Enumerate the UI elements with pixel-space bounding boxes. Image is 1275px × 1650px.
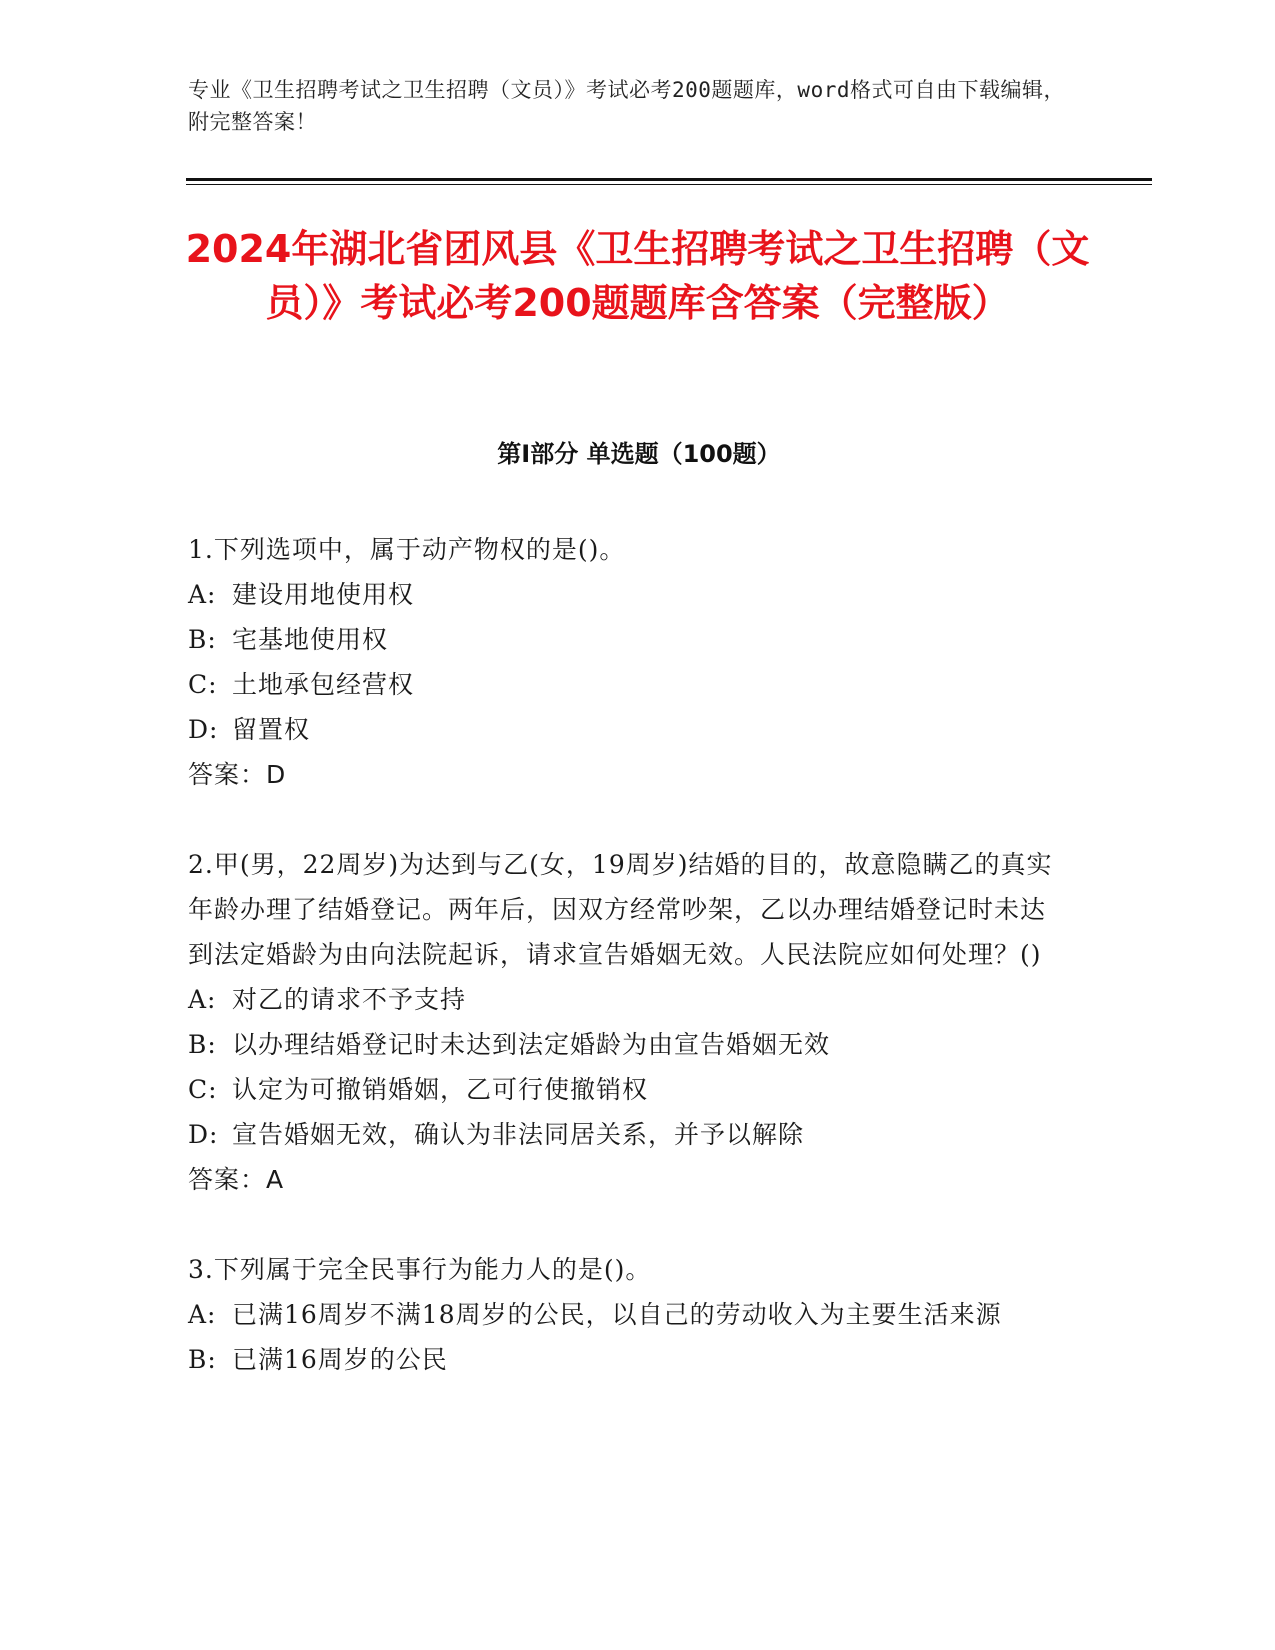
question-stem: 1.下列选项中，属于动产物权的是()。 <box>188 535 626 564</box>
question-item-1 <box>188 527 1068 797</box>
question-option-c <box>188 662 1068 707</box>
header-divider-thick <box>186 178 1152 181</box>
question-item-2 <box>188 842 1068 1202</box>
header-note: 专业《卫生招聘考试之卫生招聘（文员）》考试必考200题题库，word格式可自由下载编辑，附完整答案！ <box>188 78 1065 134</box>
question-option-b <box>188 1022 1068 1067</box>
option-text: 已满16周岁不满18周岁的公民，以自己的劳动收入为主要生活来源 <box>232 1300 1002 1329</box>
header-divider-thin <box>186 184 1152 185</box>
question-option-b <box>188 1337 1068 1382</box>
question-option-a <box>188 1292 1068 1337</box>
question-option-d <box>188 707 1068 752</box>
option-text: 宣告婚姻无效，确认为非法同居关系，并予以解除 <box>232 1120 805 1149</box>
question-stem: 3.下列属于完全民事行为能力人的是()。 <box>188 1255 652 1284</box>
section-heading: 第I部分 单选题（100题） <box>497 440 781 468</box>
option-text: 土地承包经营权 <box>232 670 415 699</box>
option-letter: B: <box>188 1030 217 1059</box>
option-text: 对乙的请求不予支持 <box>232 985 467 1014</box>
option-text: 以办理结婚登记时未达到法定婚龄为由宣告婚姻无效 <box>232 1030 831 1059</box>
option-letter: A: <box>188 985 217 1014</box>
option-text: 留置权 <box>232 715 311 744</box>
option-letter: A: <box>188 580 217 609</box>
question-option-a <box>188 572 1068 617</box>
question-stem: 2.甲(男，22周岁)为达到与乙(女，19周岁)结婚的目的，故意隐瞒乙的真实年龄办理了结婚登记。两年后，因双方经常吵架，乙以办理结婚登记时未达到法定婚龄为由向法院起诉，请求宣告婚姻无效。人民法院应如何处理？() <box>188 850 1053 969</box>
question-option-b <box>188 617 1068 662</box>
question-option-d <box>188 1112 1068 1157</box>
option-letter: B: <box>188 625 217 654</box>
option-letter: B: <box>188 1345 217 1374</box>
option-letter: C: <box>188 1075 218 1104</box>
document-title: 2024年湖北省团风县《卫生招聘考试之卫生招聘（文员）》考试必考200题题库含答案（完整版） <box>185 227 1090 325</box>
question-item-3 <box>188 1247 1068 1382</box>
option-text: 宅基地使用权 <box>232 625 389 654</box>
question-answer: 答案：A <box>188 1165 285 1194</box>
option-letter: A: <box>188 1300 217 1329</box>
question-answer: 答案：D <box>188 760 287 789</box>
question-list <box>188 527 1068 1427</box>
option-letter: D: <box>188 1120 219 1149</box>
option-letter: C: <box>188 670 218 699</box>
question-option-c <box>188 1067 1068 1112</box>
option-letter: D: <box>188 715 219 744</box>
option-text: 已满16周岁的公民 <box>232 1345 448 1374</box>
question-option-a <box>188 977 1068 1022</box>
option-text: 认定为可撤销婚姻，乙可行使撤销权 <box>232 1075 649 1104</box>
option-text: 建设用地使用权 <box>232 580 415 609</box>
